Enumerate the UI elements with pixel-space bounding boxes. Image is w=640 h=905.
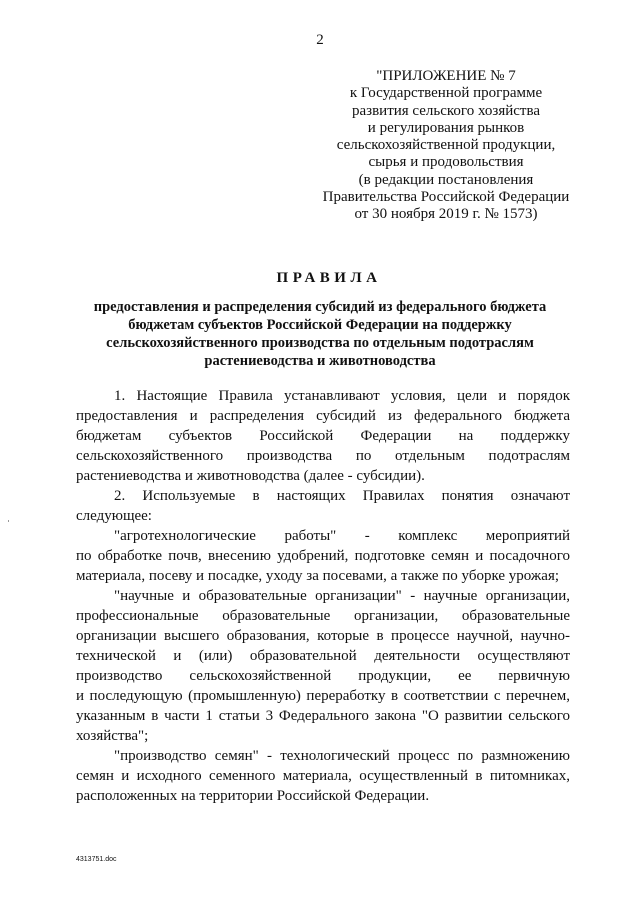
definition-seeds-line: семян и исходного семенного материала, осуществленный в питомниках, [76,768,570,784]
document-title: ПРАВИЛА [276,270,382,286]
document-subtitle [80,298,560,370]
definition-organizations-line: хозяйства"; [76,728,149,744]
definition-agro-line: по обработке почв, внесению удобрений, подготовке семян и посадочного [76,548,570,564]
subtitle-line: растениеводства и животноводства [204,353,436,369]
paragraph-1-line: 1. Настоящие Правила устанавливают условия, цели и порядок [114,388,570,404]
definition-organizations-line: указанным в части 1 статьи 3 Федерального закона "О развитии сельского [76,708,570,724]
subtitle-line: сельскохозяйственного производства по отдельным подотраслям [106,335,534,351]
appendix-line: сырья и продовольствия [368,154,524,171]
appendix-line: к Государственной программе [349,85,543,102]
paragraph-2-line: следующее: [76,508,152,524]
definition-agro-line: материала, посеву и посадке, уходу за посевами, а также по уборке урожая; [76,568,560,584]
definition-organizations-line: производство сельскохозяйственной продукции, ее первичную [76,668,570,684]
paragraph-1-line: бюджетам субъектов Российской Федерации на поддержку [76,428,570,444]
definition-organizations-line: организации высшего образования, которые в процессе научной, научно- [76,628,570,644]
paragraph-1-line: растениеводства и животноводства (далее - субсидии). [76,468,425,484]
definition-organizations-line: профессиональные образовательные организации, образовательные [76,608,570,624]
appendix-line: сельскохозяйственной продукции, [336,137,556,154]
file-name-footer: 4313751.doc [76,856,117,863]
appendix-line: и регулирования рынков [367,119,525,136]
margin-mark [8,520,9,522]
definition-organizations-line: "научные и образовательные организации" - научные организации, [114,588,570,604]
definition-agro-line: "агротехнологические работы" - комплекс мероприятий [114,528,570,544]
definition-seeds-line: расположенных на территории Российской Федерации. [76,788,430,804]
appendix-line: от 30 ноября 2019 г. № 1573) [354,206,538,223]
appendix-header [296,68,596,224]
body-text [76,386,570,806]
appendix-line: "ПРИЛОЖЕНИЕ № 7 [376,68,516,84]
appendix-line: (в редакции постановления [358,171,534,188]
paragraph-1-line: предоставления и распределения субсидий из федерального бюджета [76,408,570,424]
appendix-line: Правительства Российской Федерации [322,189,570,206]
paragraph-2-line: 2. Используемые в настоящих Правилах понятия означают [114,488,570,504]
subtitle-line: предоставления и распределения субсидий из федерального бюджета [93,299,547,315]
definition-organizations-line: технической и (или) образовательной деятельности осуществляют [76,648,570,664]
definition-organizations-line: и последующую (промышленную) переработку в соответствии с перечнем, [76,688,570,704]
definition-seeds-line: "производство семян" - технологический процесс по размножению [114,748,570,764]
subtitle-line: бюджетам субъектов Российской Федерации на поддержку [128,317,512,333]
paragraph-1-line: сельскохозяйственного производства по отдельным подотраслям [76,448,570,464]
page-number: 2 [316,32,324,48]
appendix-line: развития сельского хозяйства [352,102,540,119]
